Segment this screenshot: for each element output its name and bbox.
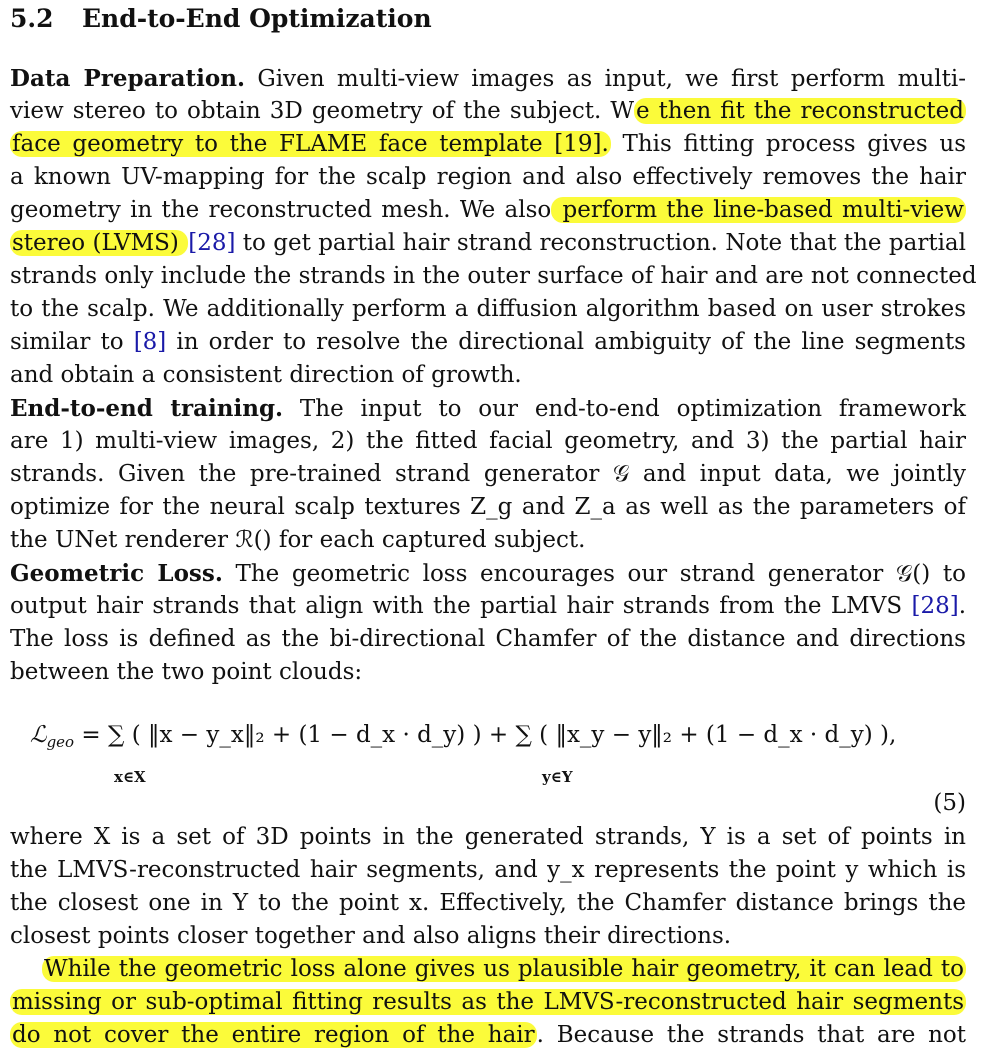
text-line: strands. Given the pre-trained strand generator 𝒢 and input data, we jointly — [10, 461, 966, 487]
text-line: The loss is defined as the bi-directional Chamfer of the distance and directions — [10, 626, 966, 652]
equation-number: (5) — [933, 790, 966, 816]
text-run: The input to our end-to-end optimization framework — [283, 396, 966, 422]
text-line: and obtain a consistent direction of growth. — [10, 362, 522, 388]
text-line — [10, 128, 966, 161]
equation-expression — [30, 722, 896, 751]
text-line — [10, 1019, 966, 1052]
citation-link[interactable]: [28] — [911, 593, 959, 619]
text-line: a known UV-mapping for the scalp region and also effectively removes the hair — [10, 164, 966, 190]
text-line: closest points closer together and also aligns their directions. — [10, 923, 732, 949]
text-line: to the scalp. We additionally perform a diffusion algorithm based on user strokes — [10, 296, 966, 322]
paragraph-heading-training: End-to-end training. — [10, 395, 284, 422]
sum-limit-y: y∈Y — [542, 768, 573, 786]
text-line: the closest one in Y to the point x. Effectively, the Chamfer distance brings the — [10, 890, 966, 916]
text-line — [10, 557, 966, 590]
equation-body: = ∑ ( ‖x − y_x‖₂ + (1 − d_x · d_y) ) + ∑ ( ‖x_y − y‖₂ + (1 − d_x · d_y) ), — [74, 722, 897, 748]
highlighted-text: do not cover the entire region of the hair — [12, 1022, 535, 1048]
citation-link[interactable]: [28] — [188, 230, 236, 256]
text-run: output hair strands that align with the partial hair strands from the LMVS — [10, 593, 912, 619]
text-run: geometry in the reconstructed mesh. We also — [10, 197, 552, 223]
paragraph-heading-geometric-loss: Geometric Loss. — [10, 560, 223, 587]
text-run: This fitting process gives us — [610, 131, 967, 157]
text-line: optimize for the neural scalp textures Z_g and Z_a as well as the parameters of — [10, 494, 966, 520]
text-run: similar to — [10, 329, 134, 355]
section-title: End-to-End Optimization — [82, 4, 432, 33]
text-line — [10, 326, 966, 359]
text-run: . — [958, 593, 966, 619]
text-line: are 1) multi-view images, 2) the fitted facial geometry, and 3) the partial hair — [10, 428, 966, 454]
text-line — [10, 95, 966, 128]
highlighted-text: stereo (LVMS) — [12, 230, 187, 256]
highlighted-text: face geometry to the FLAME face template [19]. — [12, 131, 609, 157]
text-line: strands only include the strands in the outer surface of hair and are not connected — [10, 263, 977, 289]
text-run: in order to resolve the directional ambiguity of the line segments — [166, 329, 966, 355]
text-run: The geometric loss encourages our strand generator 𝒢() to — [222, 561, 966, 587]
text-line: between the two point clouds: — [10, 659, 363, 685]
equation-lhs: ℒ — [30, 722, 47, 748]
equation-5 — [10, 712, 966, 792]
text-line — [10, 392, 966, 425]
text-line — [10, 953, 966, 986]
sum-limit-x: x∈X — [114, 768, 146, 786]
text-run: . Because the strands that are not — [536, 1022, 966, 1048]
highlighted-text: e then fit the reconstructed — [636, 98, 965, 124]
paragraph-heading-data-preparation: Data Preparation. — [10, 65, 245, 92]
text-line — [10, 986, 966, 1019]
text-line — [10, 590, 966, 623]
text-run: Given multi-view images as input, we first perform multi- — [257, 66, 966, 92]
section-heading — [10, 4, 432, 33]
equation-lhs-subscript: geo — [46, 733, 75, 751]
text-line — [10, 227, 966, 260]
text-line — [10, 194, 966, 227]
highlighted-text: perform the line-based multi-view — [553, 197, 964, 223]
text-line: the LMVS-reconstructed hair segments, and y_x represents the point y which is — [10, 857, 966, 883]
text-line: where X is a set of 3D points in the generated strands, Y is a set of points in — [10, 824, 966, 850]
highlighted-text: missing or sub-optimal fitting results as the LMVS-reconstructed hair segments — [12, 989, 964, 1015]
citation-link[interactable]: [8] — [133, 329, 167, 355]
text-line — [10, 62, 966, 95]
highlighted-text: While the geometric loss alone gives us plausible hair geometry, it can lead to — [44, 956, 964, 982]
text-run: view stereo to obtain 3D geometry of the subject. W — [10, 98, 635, 124]
section-number: 5.2 — [10, 4, 54, 33]
text-run: to get partial hair strand reconstruction. Note that the partial — [235, 230, 967, 256]
text-line: the UNet renderer ℛ() for each captured subject. — [10, 527, 586, 553]
